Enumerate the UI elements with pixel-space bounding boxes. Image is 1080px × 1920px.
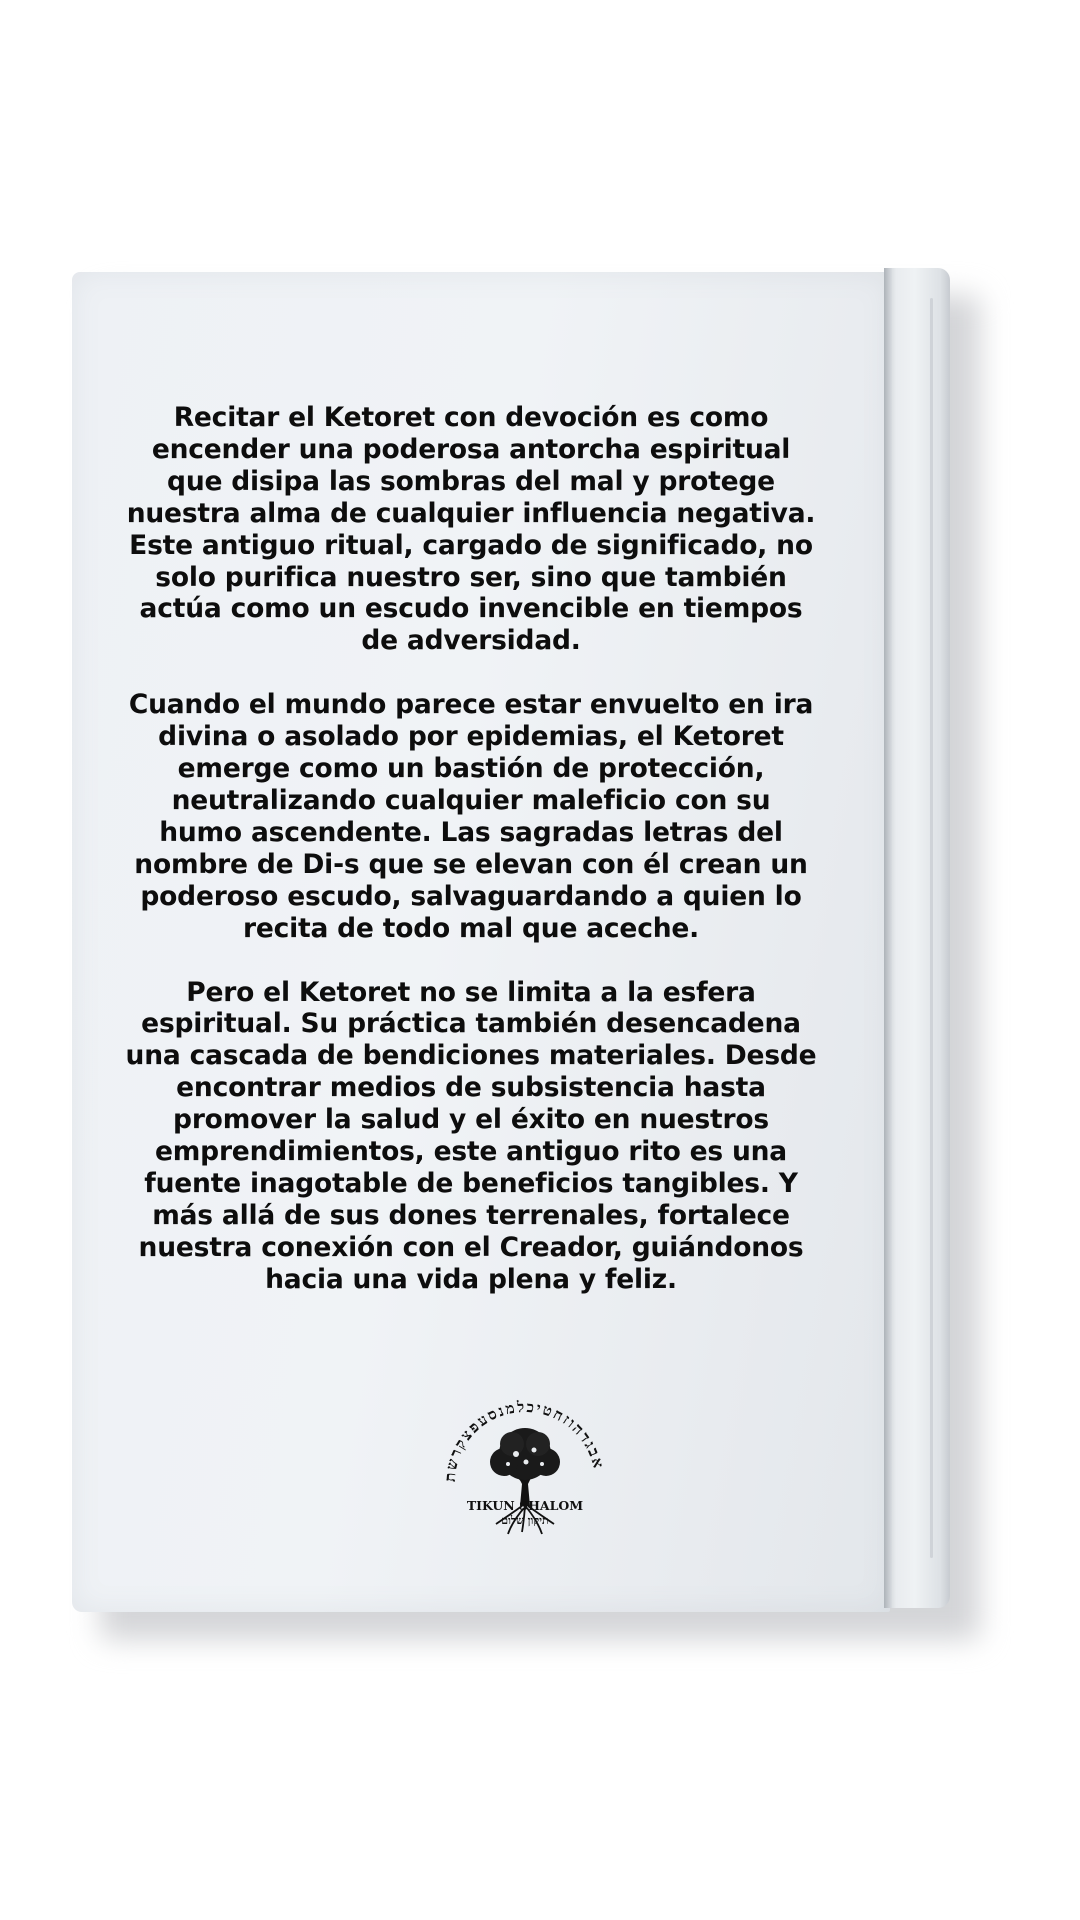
logo-ring-letters: אבגדהוזחטיכלמנסעפצקרשת bbox=[442, 1398, 608, 1483]
text-line: solo purifica nuestro ser, sino que también bbox=[155, 561, 787, 593]
back-cover-text bbox=[88, 402, 854, 1328]
text-line: recita de todo mal que aceche. bbox=[242, 912, 700, 944]
text-line: divina o asolado por epidemias, el Ketoret bbox=[158, 721, 784, 753]
paragraph-3 bbox=[88, 977, 854, 1296]
text-line: una cascada de bendiciones materiales. Desde bbox=[125, 1040, 817, 1072]
text-line: nuestra conexión con el Creador, guiándonos bbox=[138, 1231, 804, 1263]
logo-name: TIKUN SHALOM bbox=[466, 1498, 584, 1513]
text-line: Este antiguo ritual, cargado de significado, no bbox=[129, 529, 813, 561]
text-line: emerge como un bastión de protección, bbox=[177, 753, 765, 785]
spine-edge bbox=[930, 298, 933, 1558]
text-line: actúa como un escudo invencible en tiempos bbox=[139, 593, 803, 625]
text-line: promover la salud y el éxito en nuestros bbox=[173, 1104, 769, 1136]
text-line: fuente inagotable de beneficios tangibles. Y bbox=[144, 1167, 798, 1199]
text-line: emprendimientos, este antiguo rito es una bbox=[154, 1136, 787, 1168]
text-line: poderoso escudo, salvaguardando a quien lo bbox=[140, 880, 802, 912]
text-line: nuestra alma de cualquier influencia negativa. bbox=[126, 497, 816, 529]
text-line: neutralizando cualquier maleficio con su bbox=[171, 784, 771, 816]
paragraph-1 bbox=[88, 402, 854, 657]
text-line: que disipa las sombras del mal y protege bbox=[167, 465, 775, 497]
text-line: espiritual. Su práctica también desencadena bbox=[141, 1008, 801, 1040]
paragraph-2 bbox=[88, 689, 854, 944]
spine-groove bbox=[884, 268, 892, 1608]
text-line: de adversidad. bbox=[361, 625, 581, 657]
text-line: encontrar medios de subsistencia hasta bbox=[176, 1072, 766, 1104]
text-line: humo ascendente. Las sagradas letras del bbox=[159, 816, 783, 848]
text-line: más allá de sus dones terrenales, fortalece bbox=[152, 1199, 790, 1231]
text-line: nombre de Di-s que se elevan con él crean un bbox=[134, 848, 808, 880]
book-spine bbox=[884, 268, 950, 1608]
tikun-shalom-logo bbox=[442, 1398, 608, 1566]
text-line: encender una poderosa antorcha espiritual bbox=[151, 433, 791, 465]
text-line: Pero el Ketoret no se limita a la esfera bbox=[186, 976, 756, 1008]
text-line: hacia una vida plena y feliz. bbox=[265, 1263, 677, 1295]
text-line: Cuando el mundo parece estar envuelto en ira bbox=[128, 689, 814, 721]
tree-of-life-icon bbox=[442, 1398, 608, 1566]
logo-hebrew-name: תיקון שלום bbox=[501, 1514, 549, 1527]
text-line: Recitar el Ketoret con devoción es como bbox=[173, 402, 769, 433]
